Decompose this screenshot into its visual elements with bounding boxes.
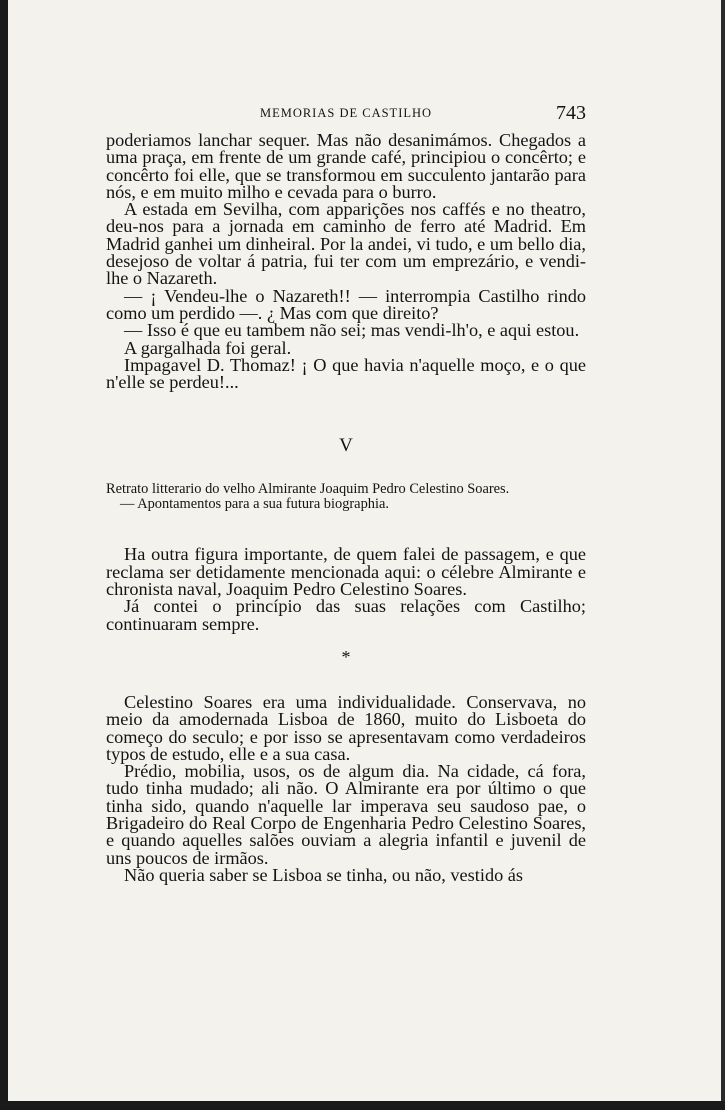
scan-edge-right xyxy=(721,0,725,1110)
scan-edge-left xyxy=(0,0,8,1110)
paragraph: Ha outra figura importante, de quem falei de passagem, e que reclama ser detidamente mencionada aqui: o célebre Almirante e chronista naval, Joaquim Pedro Celestino Soares. xyxy=(106,544,586,600)
paragraph: — Isso é que eu tambem não sei; mas vendi-lh'o, e aqui estou. xyxy=(124,320,580,341)
running-head xyxy=(106,100,586,132)
scan-edge-bottom xyxy=(0,1101,725,1110)
paragraph: Não queria saber se Lisboa se tinha, ou não, vestido ás xyxy=(124,864,524,885)
paragraph: Impagavel D. Thomaz! ¡ O que havia n'aquelle moço, e o que n'elle se perdeu!... xyxy=(106,354,586,393)
paragraph: Celestino Soares era uma individualidade. Conservava, no meio da amodernada Lisboa de 1860, muito do Lisboeta do começo do seculo; e por isso se apresentavam como verdadeiros typos de estudo, elle e a sua casa. xyxy=(106,691,586,764)
paragraph: A gargalhada foi geral. xyxy=(124,337,292,358)
paragraph: Já contei o princípio das suas relações com Castilho; continuaram sempre. xyxy=(106,596,586,634)
paragraph: poderiamos lanchar sequer. Mas não desanimámos. Chegados a uma praça, em frente de um grande café, principiou o concêrto; e concêrto foi elle, que se transformou em succulento jantarão para nós, e em muito milho e cevada para o burro. xyxy=(106,130,586,202)
paragraph: — ¡ Vendeu-lhe o Nazareth!! — interrompia Castilho rindo como um perdido —. ¿ Mas com que direito? xyxy=(106,285,586,323)
section-top xyxy=(106,132,586,391)
section-middle xyxy=(106,546,586,632)
paragraph: A estada em Sevilha, com apparições nos caffés e no theatro, deu-nos para a jornada em caminho de ferro até Madrid. Em Madrid ganhei um dinheiral. Por la andei, vi tudo, e um bello dia, desejoso de voltar á patria, fui ter com um emprezário, e vendi-lhe o Nazareth. xyxy=(106,199,586,289)
chapter-number: V xyxy=(339,435,353,457)
chapter-summary xyxy=(106,482,586,511)
page-number: 743 xyxy=(556,102,586,124)
book-page xyxy=(106,100,586,884)
section-bottom xyxy=(106,691,586,885)
summary-line: — Apontamentos para a sua futura biographia. xyxy=(120,495,389,512)
section-break-asterism: * xyxy=(341,646,351,667)
summary-line: Retrato litterario do velho Almirante Joaquim Pedro Celestino Soares. xyxy=(106,481,510,498)
paragraph: Prédio, mobilia, usos, os de algum dia. Na cidade, cá fora, tudo tinha mudado; ali não. O Almirante era por último o que tinha sido, quando n'aquelle lar imperava seu saudoso pae, o Brigadeiro do Real Corpo de Engenharia Pedro Celestino Soares, e quando aquelles salões ouviam a alegria infantil e juvenil de uns poucos de irmãos. xyxy=(106,761,586,868)
running-title: MEMORIAS DE CASTILHO xyxy=(259,106,433,120)
